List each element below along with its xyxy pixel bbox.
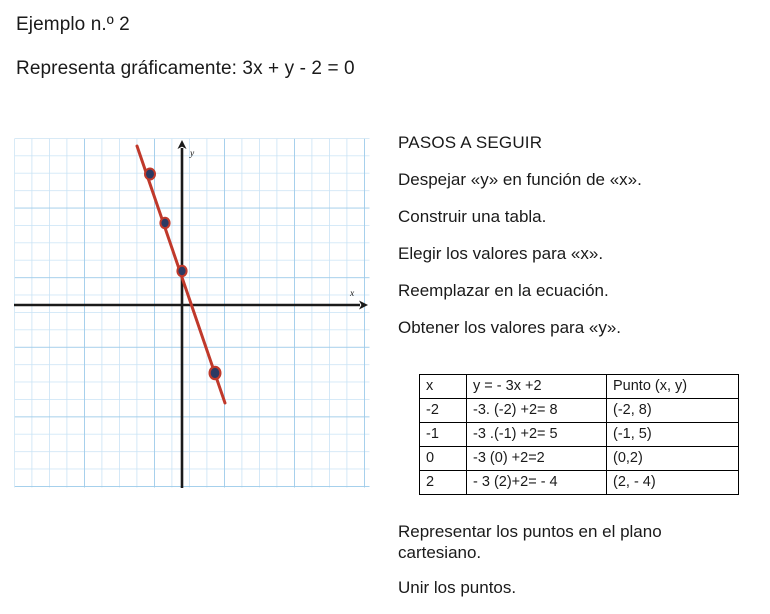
- graph-grid: [15, 139, 370, 488]
- step-item-1: Despejar «y» en función de «x».: [398, 170, 642, 189]
- cell-x: -1: [420, 423, 467, 447]
- footer-steps: [398, 521, 738, 598]
- table-header-point: Punto (x, y): [607, 375, 739, 399]
- steps-list: [398, 133, 758, 355]
- cell-equation: - 3 (2)+2= - 4: [467, 471, 607, 495]
- point-marker: [177, 266, 186, 276]
- point-marker: [145, 169, 155, 180]
- point-marker: [160, 218, 169, 228]
- footer-line-1: Representar los puntos en el plano cartesiano.: [398, 522, 662, 562]
- table-row: [420, 471, 739, 495]
- values-table: [419, 374, 739, 495]
- table-header-row: [420, 375, 739, 399]
- cell-point: (-1, 5): [607, 423, 739, 447]
- table-row: [420, 423, 739, 447]
- table-row: [420, 399, 739, 423]
- cell-equation: -3 .(-1) +2= 5: [467, 423, 607, 447]
- page-title: Ejemplo n.º 2: [16, 14, 130, 35]
- step-item-2: Construir una tabla.: [398, 207, 547, 226]
- table-header-equation: y = - 3x +2: [467, 375, 607, 399]
- table-header-x: x: [420, 375, 467, 399]
- cartesian-plane-figure: [14, 138, 370, 488]
- step-item-4: Reemplazar en la ecuación.: [398, 281, 609, 300]
- y-axis-label: y: [190, 149, 195, 159]
- problem-statement: Representa gráficamente: 3x + y - 2 = 0: [16, 58, 355, 79]
- footer-line-2: Unir los puntos.: [398, 578, 517, 597]
- table-row: [420, 447, 739, 471]
- cell-equation: -3. (-2) +2= 8: [467, 399, 607, 423]
- steps-heading: PASOS A SEGUIR: [398, 133, 543, 152]
- cell-x: 2: [420, 471, 467, 495]
- step-item-3: Elegir los valores para «x».: [398, 244, 604, 263]
- cell-equation: -3 (0) +2=2: [467, 447, 607, 471]
- cell-x: -2: [420, 399, 467, 423]
- point-marker: [210, 367, 221, 379]
- cell-point: (2, - 4): [607, 471, 739, 495]
- cell-point: (-2, 8): [607, 399, 739, 423]
- cell-x: 0: [420, 447, 467, 471]
- step-item-5: Obtener los valores para «y».: [398, 318, 622, 337]
- cell-point: (0,2): [607, 447, 739, 471]
- graph-svg: [14, 138, 370, 488]
- x-axis-label: x: [350, 289, 355, 299]
